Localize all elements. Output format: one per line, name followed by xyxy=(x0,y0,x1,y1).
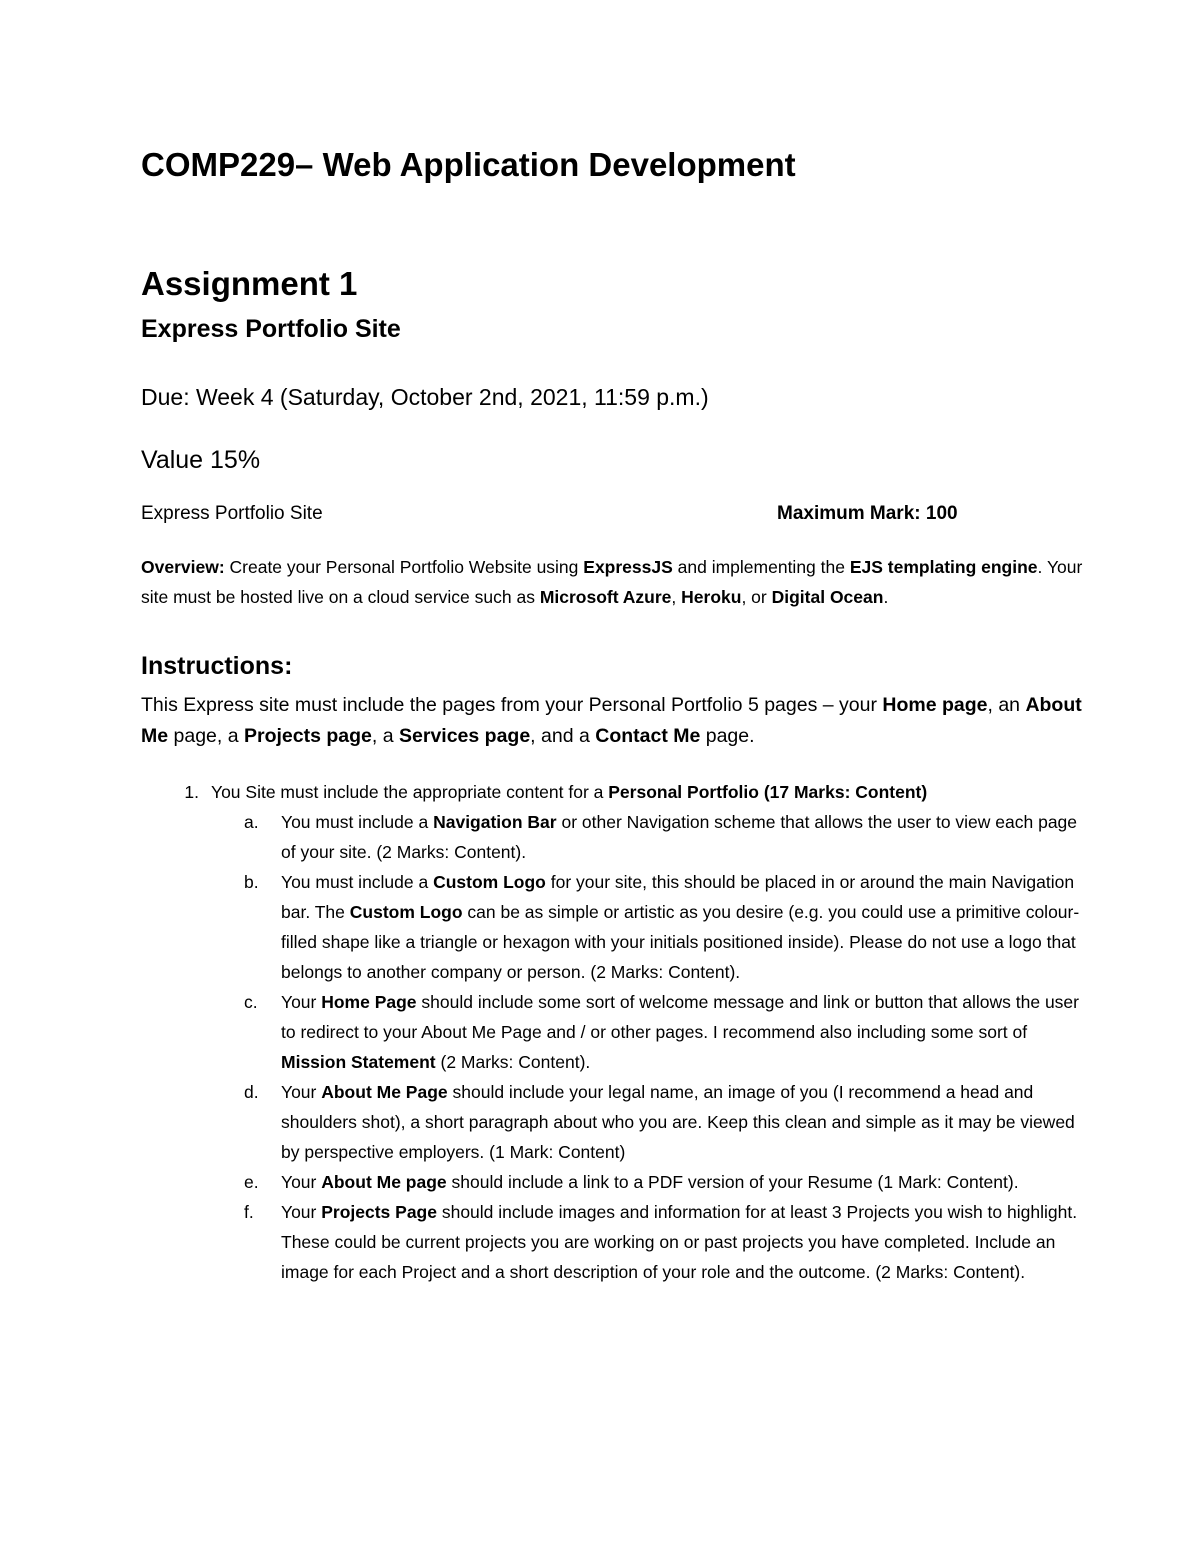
sub-item-e xyxy=(141,1167,1101,1197)
sub-item-letter: c. xyxy=(244,992,258,1012)
sub-item-letter: d. xyxy=(244,1082,259,1102)
item-text: can be as simple or artistic as you desire (e.g. you could use a primitive colour-filled shape like a triangle or hexagon with your initials positioned inside). Please do not use a logo that belongs to another company or person. (2 Marks: Content). xyxy=(281,902,1080,982)
assignment-subtitle: Express Portfolio Site xyxy=(141,315,401,343)
list-number: 1. xyxy=(184,782,199,802)
overview-bold: Microsoft Azure xyxy=(539,587,672,607)
sub-item-letter: e. xyxy=(244,1172,259,1192)
site-label: Express Portfolio Site xyxy=(141,503,323,524)
overview-text: . xyxy=(883,587,889,607)
sub-item-letter: f. xyxy=(244,1202,254,1222)
instructions-bold: Projects page xyxy=(244,725,372,747)
course-title: COMP229– Web Application Development xyxy=(141,146,796,183)
sub-item-text xyxy=(281,1197,1091,1287)
overview-text: , xyxy=(671,587,682,607)
item-text: for your site, this should be placed in or around the main Navigation bar. The xyxy=(281,872,1075,922)
list-item-text xyxy=(211,777,927,807)
sub-item-text xyxy=(281,1167,1091,1197)
item-text: should include some sort of welcome message and link or button that allows the user to redirect to your About Me Page and / or other pages. I recommend also including some sort of xyxy=(281,992,1079,1042)
sub-item-d xyxy=(141,1077,1101,1167)
list-item xyxy=(141,777,1101,807)
instructions-bold: About Me xyxy=(141,694,1082,747)
sub-item-text xyxy=(281,867,1091,987)
overview-label: Overview: xyxy=(141,557,225,577)
instructions-text: This Express site must include the pages from your Personal Portfolio 5 pages – your xyxy=(141,694,883,716)
item-text: You must include a xyxy=(281,872,434,892)
overview-bold: Heroku xyxy=(681,587,742,607)
due-date: Due: Week 4 (Saturday, October 2nd, 2021, 11:59 p.m.) xyxy=(141,384,709,410)
item-bold: Navigation Bar xyxy=(433,812,557,832)
item-text: You must include a xyxy=(281,812,434,832)
instructions-bold: Home page xyxy=(882,694,988,716)
sub-item-text xyxy=(281,1077,1091,1167)
item-bold: About Me page xyxy=(321,1172,447,1192)
overview-bold: EJS templating engine xyxy=(849,557,1038,577)
sub-item-a xyxy=(141,807,1101,867)
maximum-mark: Maximum Mark: 100 xyxy=(777,503,958,524)
item-text: Your xyxy=(281,1172,322,1192)
requirements-list xyxy=(141,777,1101,1287)
instructions-bold: Services page xyxy=(399,725,531,747)
assignment-title: Assignment 1 xyxy=(141,265,358,302)
item-bold: Personal Portfolio (17 Marks: Content) xyxy=(608,782,928,802)
item-text: should include images and information for at least 3 Projects you wish to highlight. These could be current projects you are working on or past projects you have completed. Include an image for each Project and a short description of your role and the outcome. (2 Marks: Content). xyxy=(281,1202,1078,1282)
sub-item-f xyxy=(141,1197,1101,1287)
overview-paragraph xyxy=(141,552,1091,612)
item-text: (2 Marks: Content). xyxy=(435,1052,591,1072)
sub-item-letter: a. xyxy=(244,812,259,832)
item-bold: About Me Page xyxy=(321,1082,448,1102)
item-text: Your xyxy=(281,992,322,1012)
item-text: or other Navigation scheme that allows the user to view each page of your site. (2 Marks: Content). xyxy=(281,812,1078,862)
instructions-text: page. xyxy=(700,725,755,747)
item-bold: Custom Logo xyxy=(433,872,546,892)
instructions-text: page, a xyxy=(168,725,244,747)
item-text: Your xyxy=(281,1082,322,1102)
instructions-heading: Instructions: xyxy=(141,652,293,680)
item-bold: Projects Page xyxy=(321,1202,437,1222)
sub-item-text xyxy=(281,807,1091,867)
overview-text: Create your Personal Portfolio Website using xyxy=(224,557,584,577)
item-bold: Mission Statement xyxy=(281,1052,436,1072)
sub-item-c xyxy=(141,987,1101,1077)
item-bold: Custom Logo xyxy=(349,902,463,922)
sub-item-text xyxy=(281,987,1091,1077)
instructions-text: , a xyxy=(371,725,399,747)
sub-item-b xyxy=(141,867,1101,987)
overview-bold: ExpressJS xyxy=(583,557,673,577)
overview-text: , or xyxy=(741,587,772,607)
instructions-text: , an xyxy=(987,694,1026,716)
instructions-paragraph xyxy=(141,690,1101,752)
instructions-text: , and a xyxy=(530,725,596,747)
item-text: should include a link to a PDF version of your Resume (1 Mark: Content). xyxy=(446,1172,1019,1192)
sub-item-letter: b. xyxy=(244,872,259,892)
overview-text: and implementing the xyxy=(672,557,850,577)
overview-bold: Digital Ocean xyxy=(771,587,884,607)
instructions-bold: Contact Me xyxy=(595,725,701,747)
item-text: You Site must include the appropriate content for a xyxy=(211,782,609,802)
overview-text: . Your site must be hosted live on a cloud service such as xyxy=(141,557,1083,607)
item-bold: Home Page xyxy=(321,992,417,1012)
assignment-value: Value 15% xyxy=(141,446,261,474)
item-text: Your xyxy=(281,1202,322,1222)
item-text: should include your legal name, an image of you (I recommend a head and shoulders shot), a short paragraph about who you are. Keep this clean and simple as it may be viewed by perspective employers. (1 Mark: Content) xyxy=(281,1082,1075,1162)
